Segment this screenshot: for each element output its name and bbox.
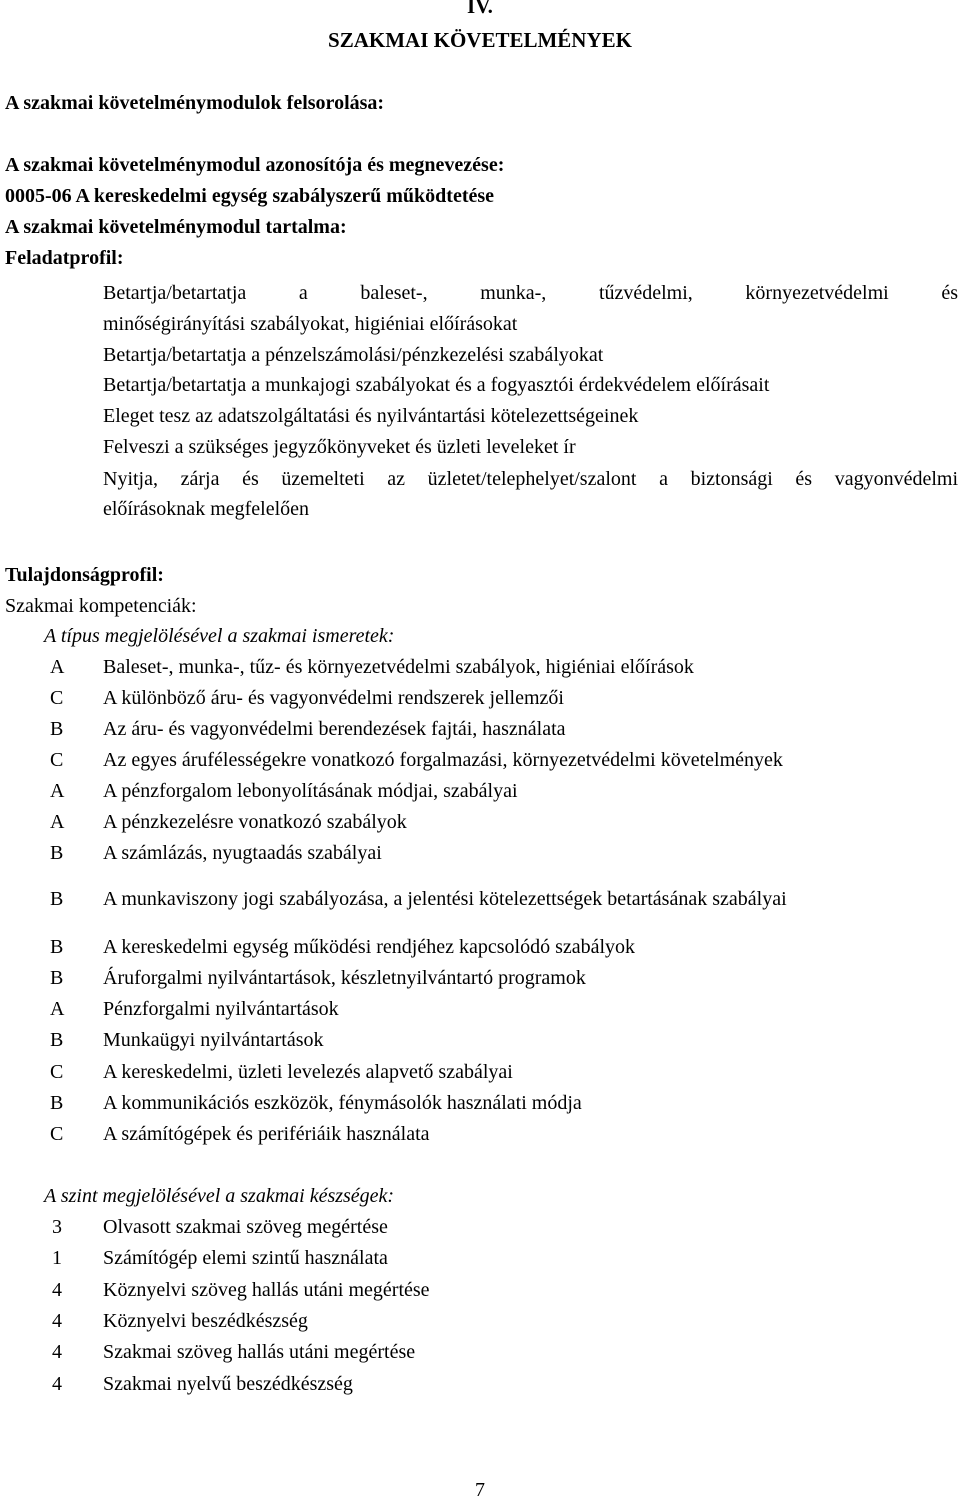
task-item: előírásoknak megfelelően: [103, 498, 310, 520]
knowledge-type: C: [50, 1061, 64, 1083]
knowledge-type: C: [50, 1123, 64, 1145]
skill-text: Számítógép elemi szintű használata: [103, 1247, 388, 1269]
knowledge-heading: A típus megjelölésével a szakmai ismeretek:: [44, 625, 395, 647]
knowledge-text: A kereskedelmi, üzleti levelezés alapvető szabályai: [103, 1061, 513, 1083]
knowledge-type: A: [50, 998, 65, 1020]
task-item: minőségirányítási szabályokat, higiéniai előírásokat: [103, 313, 518, 335]
skill-text: Olvasott szakmai szöveg megértése: [103, 1216, 388, 1238]
knowledge-text: A kereskedelmi egység működési rendjéhez kapcsolódó szabályok: [103, 936, 636, 958]
knowledge-type: B: [50, 1029, 64, 1051]
knowledge-type: A: [50, 811, 65, 833]
skill-text: Köznyelvi beszédkészség: [103, 1310, 308, 1332]
competencies-subheading: Szakmai kompetenciák:: [5, 595, 197, 617]
skill-level: 4: [52, 1279, 62, 1301]
skill-text: Szakmai szöveg hallás utáni megértése: [103, 1341, 416, 1363]
knowledge-type: B: [50, 967, 64, 989]
task-item: Nyitja, zárja és üzemelteti az üzletet/telephelyet/szalont a biztonsági és vagyonvédelmi: [103, 468, 958, 490]
skills-heading: A szint megjelölésével a szakmai készségek:: [44, 1185, 395, 1207]
skill-level: 3: [52, 1216, 62, 1238]
knowledge-text: A munkaviszony jogi szabályozása, a jelentési kötelezettségek betartásának szabályai: [103, 888, 787, 910]
skill-level: 1: [52, 1247, 62, 1269]
knowledge-text: A pénzkezelésre vonatkozó szabályok: [103, 811, 407, 833]
module-content-heading: A szakmai követelménymodul tartalma:: [5, 216, 347, 238]
knowledge-type: B: [50, 718, 64, 740]
module-id-heading: A szakmai követelménymodul azonosítója és megnevezése:: [5, 154, 505, 176]
module-name: 0005-06 A kereskedelmi egység szabályszerű működtetése: [5, 185, 495, 207]
knowledge-type: B: [50, 1092, 64, 1114]
knowledge-text: Munkaügyi nyilvántartások: [103, 1029, 324, 1051]
task-item: Eleget tesz az adatszolgáltatási és nyilvántartási kötelezettségeinek: [103, 405, 639, 427]
knowledge-text: Az áru- és vagyonvédelmi berendezések fajtái, használata: [103, 718, 566, 740]
knowledge-type: C: [50, 687, 64, 709]
knowledge-type: A: [50, 780, 65, 802]
property-profile-heading: Tulajdonságprofil:: [5, 564, 164, 586]
skill-text: Szakmai nyelvű beszédkészség: [103, 1373, 353, 1395]
knowledge-text: Az egyes árufélességekre vonatkozó forgalmazási, környezetvédelmi követelmények: [103, 749, 783, 771]
skill-level: 4: [52, 1341, 62, 1363]
task-item: Betartja/betartatja a baleset-, munka-, tűzvédelmi, környezetvédelmi és: [103, 282, 958, 304]
knowledge-type: B: [50, 842, 64, 864]
knowledge-text: A számítógépek és perifériáik használata: [103, 1123, 430, 1145]
task-profile-heading: Feladatprofil:: [5, 247, 124, 269]
task-item: Betartja/betartatja a pénzelszámolási/pénzkezelési szabályokat: [103, 344, 604, 366]
task-item: Felveszi a szükséges jegyzőkönyveket és üzleti leveleket ír: [103, 436, 576, 458]
knowledge-text: Áruforgalmi nyilvántartások, készletnyilvántartó programok: [103, 967, 586, 989]
knowledge-type: B: [50, 936, 64, 958]
skill-level: 4: [52, 1310, 62, 1332]
knowledge-text: Baleset-, munka-, tűz- és környezetvédelmi szabályok, higiéniai előírások: [103, 656, 694, 678]
skill-level: 4: [52, 1373, 62, 1395]
task-item: Betartja/betartatja a munkajogi szabályokat és a fogyasztói érdekvédelem előírásait: [103, 374, 770, 396]
skill-text: Köznyelvi szöveg hallás utáni megértése: [103, 1279, 430, 1301]
knowledge-text: Pénzforgalmi nyilvántartások: [103, 998, 339, 1020]
knowledge-text: A kommunikációs eszközök, fénymásolók használati módja: [103, 1092, 582, 1114]
knowledge-type: C: [50, 749, 64, 771]
knowledge-text: A különböző áru- és vagyonvédelmi rendszerek jellemzői: [103, 687, 564, 709]
chapter-number: IV.: [467, 0, 493, 18]
knowledge-text: A pénzforgalom lebonyolításának módjai, szabályai: [103, 780, 518, 802]
knowledge-type: A: [50, 656, 65, 678]
knowledge-type: B: [50, 888, 64, 910]
page-number: 7: [475, 1479, 485, 1501]
module-list-heading: A szakmai követelménymodulok felsorolása:: [5, 92, 385, 114]
knowledge-text: A számlázás, nyugtaadás szabályai: [103, 842, 382, 864]
chapter-title: SZAKMAI KÖVETELMÉNYEK: [328, 28, 632, 52]
